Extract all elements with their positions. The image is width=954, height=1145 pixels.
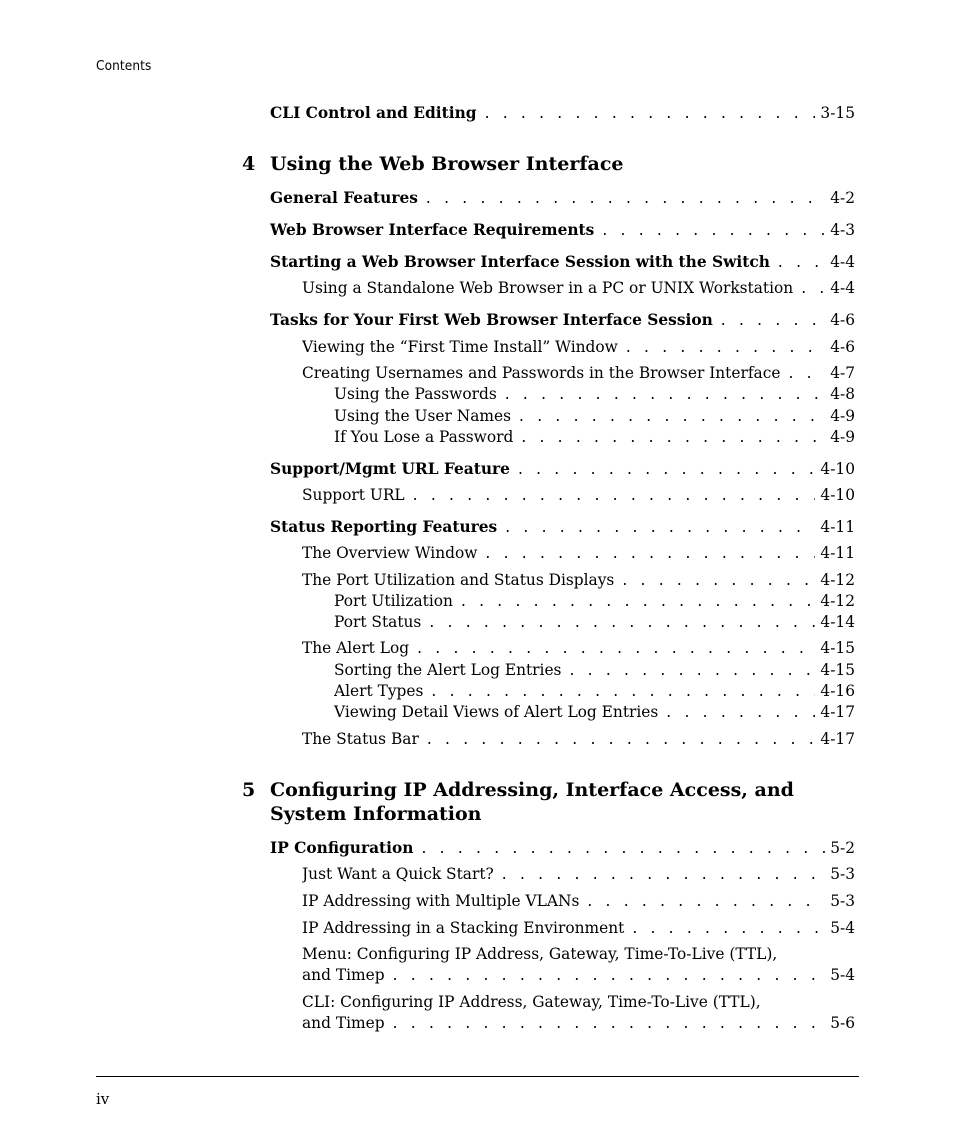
- leader-dots: [666, 702, 815, 722]
- toc-entry-cli-config-ip[interactable]: [302, 1013, 855, 1033]
- toc-entry-title: The Port Utilization and Status Displays: [302, 571, 615, 589]
- toc-entry-title: The Overview Window: [302, 544, 478, 562]
- toc-entry-page: 4-14: [820, 613, 855, 631]
- toc-entry-cli-control[interactable]: [270, 103, 855, 123]
- leader-dots: [518, 459, 815, 479]
- toc-entry-ip-multiple-vlans[interactable]: [302, 891, 855, 911]
- toc-entry-page: 5-2: [830, 839, 855, 857]
- chapter-title: Configuring IP Addressing, Interface Access, and System Information: [270, 779, 794, 825]
- toc-entry-viewing-detail[interactable]: [334, 702, 855, 722]
- toc-entry-title: Using the User Names: [334, 407, 512, 425]
- toc-entry-page: 4-2: [830, 189, 855, 207]
- toc-entry-title: The Status Bar: [302, 730, 419, 748]
- toc-entry-overview-window[interactable]: [302, 543, 855, 563]
- toc-entry-page: 4-3: [830, 221, 855, 239]
- toc-entry-title: IP Configuration: [270, 839, 414, 857]
- toc-entry-starting-session[interactable]: [270, 252, 855, 272]
- toc-entry-page: 4-4: [830, 279, 855, 297]
- leader-dots: [485, 103, 816, 123]
- leader-dots: [778, 252, 825, 272]
- toc-entry-page: 5-3: [830, 892, 855, 910]
- toc-entry-title: Creating Usernames and Passwords in the Browser Interface: [302, 364, 781, 382]
- toc-entry-page: 4-12: [820, 592, 855, 610]
- leader-dots: [602, 220, 825, 240]
- chapter-number: 4: [242, 153, 256, 175]
- toc-entry-quick-start[interactable]: [302, 864, 855, 884]
- toc-entry-title: General Features: [270, 189, 418, 207]
- toc-entry-page: 5-4: [830, 966, 855, 984]
- toc-entry-title: Status Reporting Features: [270, 518, 498, 536]
- toc-entry-sorting-alert-log[interactable]: [334, 660, 855, 680]
- toc-entry-creating-usernames[interactable]: [302, 363, 855, 383]
- toc-entry-support-url[interactable]: [302, 485, 855, 505]
- toc-entry-title: Using the Passwords: [334, 385, 497, 403]
- leader-dots: [622, 570, 815, 590]
- toc-entry-port-status[interactable]: [334, 612, 855, 632]
- toc-entry-title: Just Want a Quick Start?: [302, 865, 494, 883]
- toc-entry-title: and Timep: [302, 966, 385, 984]
- toc-entry-title: and Timep: [302, 1014, 385, 1032]
- toc-entry-support-mgmt-url[interactable]: [270, 459, 855, 479]
- toc-entry-general-features[interactable]: [270, 188, 855, 208]
- toc-entry-page: 4-6: [830, 338, 855, 356]
- toc-entry-ip-configuration[interactable]: [270, 838, 855, 858]
- toc-entry-title: Alert Types: [334, 682, 424, 700]
- leader-dots: [521, 427, 825, 447]
- toc-entry-page: 4-11: [820, 544, 855, 562]
- leader-dots: [413, 485, 816, 505]
- toc-entry-port-util-status[interactable]: [302, 570, 855, 590]
- toc-entry-status-reporting[interactable]: [270, 517, 855, 537]
- leader-dots: [788, 363, 825, 383]
- leader-dots: [502, 864, 825, 884]
- toc-entry-page: 4-4: [830, 253, 855, 271]
- leader-dots: [519, 406, 825, 426]
- leader-dots: [417, 638, 815, 658]
- toc-entry-title: Support URL: [302, 486, 405, 504]
- toc-entry-title: Viewing the “First Time Install” Window: [302, 338, 618, 356]
- toc-entry-wbi-requirements[interactable]: [270, 220, 855, 240]
- leader-dots: [801, 278, 825, 298]
- leader-dots: [431, 681, 815, 701]
- toc-entry-page: 3-15: [820, 104, 855, 122]
- toc-entry-page: 4-16: [820, 682, 855, 700]
- page-number: iv: [96, 1090, 110, 1108]
- toc-entry-viewing-first-time[interactable]: [302, 337, 855, 357]
- toc-entry-alert-log[interactable]: [302, 638, 855, 658]
- toc-entry-title: IP Addressing in a Stacking Environment: [302, 919, 625, 937]
- toc-entry-title: CLI Control and Editing: [270, 104, 477, 122]
- footer-rule: [96, 1076, 859, 1077]
- toc-entry-title: IP Addressing with Multiple VLANs: [302, 892, 580, 910]
- chapter-number: 5: [242, 779, 256, 801]
- page-header: Contents: [96, 58, 152, 74]
- leader-dots: [461, 591, 815, 611]
- toc-entry-port-utilization[interactable]: [334, 591, 855, 611]
- toc-entry-page: 5-6: [830, 1014, 855, 1032]
- toc-entry-using-passwords[interactable]: [334, 384, 855, 404]
- leader-dots: [429, 612, 815, 632]
- leader-dots: [505, 517, 815, 537]
- leader-dots: [426, 188, 825, 208]
- leader-dots: [485, 543, 815, 563]
- chapter-title: Using the Web Browser Interface: [270, 153, 624, 175]
- toc-entry-page: 4-9: [830, 428, 855, 446]
- toc-entry-title: Starting a Web Browser Interface Session with the Switch: [270, 253, 770, 271]
- toc-entry-title: Using a Standalone Web Browser in a PC or UNIX Workstation: [302, 279, 794, 297]
- toc-entry-page: 4-6: [830, 311, 855, 329]
- toc-entry-page: 5-4: [830, 919, 855, 937]
- toc-entry-title: Sorting the Alert Log Entries: [334, 661, 562, 679]
- toc-entry-menu-config-ip[interactable]: [302, 965, 855, 985]
- leader-dots: [632, 918, 825, 938]
- toc-entry-page: 4-11: [820, 518, 855, 536]
- toc-entry-title: Port Status: [334, 613, 422, 631]
- toc-entry-lose-password[interactable]: [334, 427, 855, 447]
- toc-entry-title: Support/Mgmt URL Feature: [270, 460, 510, 478]
- leader-dots: [505, 384, 825, 404]
- toc-entry-alert-types[interactable]: [334, 681, 855, 701]
- leader-dots: [421, 838, 825, 858]
- leader-dots: [427, 729, 816, 749]
- chapter-heading-5[interactable]: [242, 778, 862, 828]
- toc-entry-page: 4-12: [820, 571, 855, 589]
- toc-entry-tasks-first-session[interactable]: [270, 310, 855, 330]
- toc-entry-title: Port Utilization: [334, 592, 453, 610]
- toc-entry-menu-config-ip-line1[interactable]: Menu: Configuring IP Address, Gateway, Time-To-Live (TTL),: [302, 945, 778, 963]
- toc-entry-title: Web Browser Interface Requirements: [270, 221, 595, 239]
- leader-dots: [587, 891, 825, 911]
- toc-entry-title: The Alert Log: [302, 639, 410, 657]
- toc-entry-title: If You Lose a Password: [334, 428, 514, 446]
- leader-dots: [626, 337, 825, 357]
- leader-dots: [721, 310, 825, 330]
- toc-entry-page: 4-15: [820, 661, 855, 679]
- toc-entry-page: 4-10: [820, 460, 855, 478]
- toc-entry-page: 4-17: [820, 703, 855, 721]
- toc-entry-page: 4-17: [820, 730, 855, 748]
- leader-dots: [569, 660, 815, 680]
- leader-dots: [393, 1013, 826, 1033]
- toc-entry-page: 5-3: [830, 865, 855, 883]
- toc-entry-page: 4-15: [820, 639, 855, 657]
- toc-entry-status-bar[interactable]: [302, 729, 855, 749]
- leader-dots: [393, 965, 826, 985]
- toc-entry-page: 4-7: [830, 364, 855, 382]
- chapter-heading-4[interactable]: [242, 152, 862, 178]
- toc-entry-using-user-names[interactable]: [334, 406, 855, 426]
- toc-entry-cli-config-ip-line1[interactable]: CLI: Configuring IP Address, Gateway, Time-To-Live (TTL),: [302, 993, 761, 1011]
- toc-entry-title: Tasks for Your First Web Browser Interface Session: [270, 311, 713, 329]
- toc-entry-standalone-browser[interactable]: [302, 278, 855, 298]
- toc-entry-title: Viewing Detail Views of Alert Log Entries: [334, 703, 659, 721]
- toc-entry-page: 4-9: [830, 407, 855, 425]
- toc-entry-ip-stacking[interactable]: [302, 918, 855, 938]
- toc-entry-page: 4-8: [830, 385, 855, 403]
- toc-entry-page: 4-10: [820, 486, 855, 504]
